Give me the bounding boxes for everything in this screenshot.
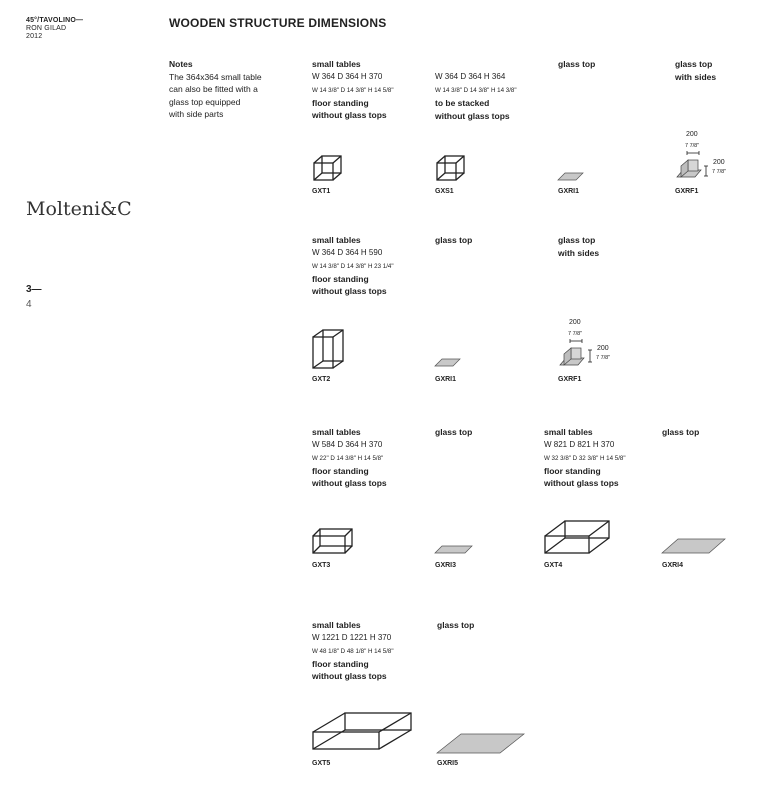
dimension-height-inch: 7 7/8" (596, 355, 611, 361)
gxt5-xlarge-drawing (311, 711, 415, 755)
dimension-width: 200 (686, 131, 698, 138)
spec-title: small tables (312, 427, 361, 437)
spec-note: floor standing (312, 97, 369, 108)
spec-note: floor standing (312, 658, 369, 669)
spec-title: glass top (558, 235, 596, 245)
page-title: WOODEN STRUCTURE DIMENSIONS (169, 16, 387, 30)
spec-title: small tables (312, 59, 361, 69)
page-number-current: 3— (26, 284, 42, 295)
notes-title: Notes (169, 59, 193, 69)
spec-mm: W 364 D 364 H 364 (435, 72, 506, 81)
spec-title: glass top (435, 427, 473, 437)
spec-note: without glass tops (312, 671, 387, 682)
product-code: GXRF1 (558, 376, 582, 383)
gxrf1-glass-sides-drawing (557, 338, 597, 368)
dimension-height: 200 (597, 345, 609, 352)
page-number-next: 4 (26, 299, 32, 310)
product-code: GXRF1 (675, 188, 699, 195)
spec-block-gxrf1-b (558, 234, 599, 260)
product-code: GXRI4 (662, 562, 684, 569)
notes-line: can also be fitted with a (169, 84, 258, 94)
spec-block-gxt1 (312, 58, 394, 122)
gxt2-tall-drawing (311, 328, 347, 370)
spec-title: small tables (312, 620, 361, 630)
spec-inch: W 32 3/8" D 32 3/8" H 14 5/8" (544, 454, 626, 462)
spec-block-gxt5 (312, 619, 394, 683)
spec-block-gxs1 (435, 71, 517, 122)
spec-block-gxri4 (662, 426, 699, 439)
spec-note: without glass tops (312, 478, 387, 489)
dimension-width-inch: 7 7/8" (685, 143, 700, 149)
spec-block-gxrf1 (675, 58, 716, 84)
product-code: GXRI1 (435, 376, 457, 383)
spec-block-gxt3 (312, 426, 387, 490)
gxs1-cube-drawing (435, 154, 467, 184)
spec-note: without glass tops (312, 110, 387, 121)
spec-mm: W 1221 D 1221 H 370 (312, 632, 392, 642)
notes-line: The 364x364 small table (169, 71, 262, 82)
spec-inch: W 14 3/8" D 14 3/8" H 14 5/8" (312, 86, 394, 94)
spec-mm: W 584 D 364 H 370 (312, 439, 383, 449)
gxt4-large-drawing (543, 519, 613, 557)
spec-note: floor standing (544, 465, 601, 476)
collection-name: 45°/TAVOLINO— (26, 17, 84, 24)
spec-title: glass top (558, 59, 596, 69)
spec-block-gxri3 (435, 426, 472, 439)
product-code: GXT4 (544, 562, 563, 569)
spec-title: glass top (675, 59, 713, 69)
product-code: GXRI3 (435, 562, 457, 569)
product-code: GXT2 (312, 376, 331, 383)
gxri3-glass-drawing (434, 545, 474, 555)
spec-note: floor standing (312, 465, 369, 476)
spec-block-gxri1 (558, 58, 595, 71)
year: 2012 (26, 33, 43, 40)
spec-title: small tables (312, 235, 361, 245)
designer-name: RON GILAD (26, 25, 67, 32)
gxri1-glass-drawing (557, 172, 585, 182)
spec-mm: W 821 D 821 H 370 (544, 439, 615, 449)
spec-title-2: with sides (558, 247, 600, 258)
spec-block-gxri1-b (435, 234, 472, 247)
gxt1-cube-drawing (312, 154, 344, 184)
notes-line: glass top equipped (169, 96, 241, 107)
spec-title: small tables (544, 427, 593, 437)
spec-note: to be stacked (435, 97, 490, 108)
spec-inch: W 14 3/8" D 14 3/8" H 23 1/4" (312, 262, 394, 270)
product-code: GXT3 (312, 562, 331, 569)
product-code: GXRI1 (558, 188, 580, 195)
product-code: GXT5 (312, 760, 331, 767)
spec-inch: W 48 1/8" D 48 1/8" H 14 5/8" (312, 647, 394, 655)
spec-block-gxt4 (544, 426, 626, 490)
dimension-width: 200 (569, 319, 581, 326)
spec-note: without glass tops (312, 286, 387, 297)
spec-mm: W 364 D 364 H 590 (312, 247, 383, 257)
gxt3-wide-drawing (311, 527, 355, 557)
spec-title: glass top (437, 620, 475, 630)
product-code: GXS1 (435, 188, 454, 195)
product-code: GXT1 (312, 188, 331, 195)
spec-note: floor standing (312, 273, 369, 284)
gxri1-glass-drawing (434, 358, 462, 368)
gxrf1-glass-sides-drawing (674, 150, 712, 180)
product-code: GXRI5 (437, 760, 459, 767)
dimension-height-inch: 7 7/8" (712, 169, 727, 175)
spec-note: without glass tops (435, 110, 510, 121)
brand-logo: Molteni&C (26, 198, 132, 220)
spec-block-gxt2 (312, 234, 394, 298)
notes (169, 58, 279, 121)
spec-note: without glass tops (544, 478, 619, 489)
dimension-width-inch: 7 7/8" (568, 331, 583, 337)
spec-mm: W 364 D 364 H 370 (312, 71, 383, 81)
notes-line: with side parts (169, 109, 224, 119)
spec-title: glass top (435, 235, 473, 245)
spec-inch: W 22" D 14 3/8" H 14 5/8" (312, 454, 384, 462)
gxri5-glass-drawing (436, 733, 526, 755)
spec-title-2: with sides (675, 71, 717, 82)
gxri4-glass-drawing (661, 538, 727, 555)
spec-title: glass top (662, 427, 700, 437)
dimension-height: 200 (713, 159, 725, 166)
spec-inch: W 14 3/8" D 14 3/8" H 14 3/8" (435, 86, 517, 94)
spec-block-gxri5 (437, 619, 474, 632)
